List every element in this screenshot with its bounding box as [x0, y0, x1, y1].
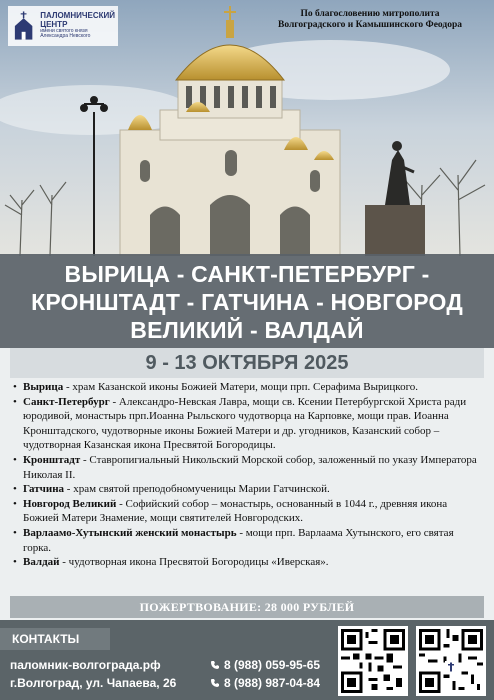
itinerary-description: - Ставропигиальный Никольский Морской собор, заложенный по указу Императора Николая II.	[23, 453, 477, 481]
logo-title-line2: ЦЕНТР	[40, 19, 68, 29]
route-title	[0, 254, 494, 348]
list-item	[12, 497, 482, 526]
itinerary-place: Гатчина	[23, 483, 65, 496]
trip-dates: 9 - 13 ОКТЯБРЯ 2025	[145, 352, 349, 374]
list-item	[12, 555, 482, 570]
itinerary-place: Вырица	[23, 381, 64, 393]
itinerary	[12, 380, 482, 570]
date-banner	[10, 348, 484, 378]
list-item	[12, 526, 482, 555]
blessing-line1: По благословению митрополита	[300, 9, 440, 19]
route-title-line2: КРОНШТАДТ - ГАТЧИНА - НОВГОРОД	[31, 289, 463, 315]
route-title-line1: ВЫРИЦА - САНКТ-ПЕТЕРБУРГ -	[64, 261, 430, 287]
itinerary-description: - Софийский собор – монастырь, основанный в 1044 г., древняя икона Божией Матери Знамение, мощи святителей Новгородских.	[23, 497, 448, 525]
logo-subtitle-line1: имени святого князя	[40, 28, 88, 35]
qr-code-icon	[341, 629, 405, 693]
logo	[8, 6, 118, 46]
qr-code-icon	[419, 629, 483, 693]
phone-icon	[210, 660, 220, 670]
logo-subtitle-line2: Александра Невского	[40, 33, 91, 40]
list-item	[12, 453, 482, 482]
itinerary-description: - чудотворная икона Пресвятой Богородицы «Иверская».	[59, 556, 329, 569]
website-link[interactable]: паломник-волгограда.рф	[10, 658, 161, 672]
itinerary-list	[12, 380, 482, 570]
route-title-line3: ВЕЛИКИЙ - ВАЛДАЙ	[130, 317, 364, 343]
itinerary-place: Санкт-Петербург	[23, 395, 110, 408]
contacts-heading: КОНТАКТЫ	[0, 628, 110, 650]
list-item	[12, 380, 482, 395]
logo-text	[40, 12, 115, 39]
phone-icon	[210, 678, 220, 688]
phone-1[interactable]	[210, 658, 320, 672]
itinerary-description: - мощи прп. Варлаама Хутынского, его святая горка.	[23, 526, 454, 554]
itinerary-description: - храм Казанской иконы Божией Матери, мощи прп. Серафима Вырицкого.	[63, 381, 419, 393]
itinerary-place: Новгород Великий	[23, 497, 117, 510]
logo-title-line1: ПАЛОМНИЧЕСКИЙ	[40, 11, 115, 21]
blessing-text	[260, 9, 480, 31]
itinerary-description: - храм святой преподобномученицы Марии Гатчинской.	[64, 483, 330, 496]
qr-code-website[interactable]	[338, 626, 408, 696]
phone-number-1: 8 (988) 059-95-65	[224, 658, 321, 672]
list-item	[12, 395, 482, 453]
itinerary-place: Кронштадт	[23, 453, 81, 466]
donation-banner: ПОЖЕРТВОВАНИЕ: 28 000 РУБЛЕЙ	[10, 596, 484, 618]
phone-2[interactable]	[210, 676, 320, 690]
church-icon	[11, 10, 36, 42]
address: г.Волгоград, ул. Чапаева, 26	[10, 676, 177, 690]
contacts-footer	[0, 620, 494, 700]
qr-code-contact[interactable]	[416, 626, 486, 696]
itinerary-place: Варлаамо-Хутынский женский монастырь	[23, 526, 237, 539]
hero-photo	[0, 0, 494, 256]
itinerary-description: - Александро-Невская Лавра, мощи св. Ксении Петербургской Христа ради юродивой, монастырь прп.Иоанна Рыльского чудотворца на Карповке, мощи прав. Иоанна Кронштадского, чудотворные иконы Божией Матери и др. угодников, Казанский собор – чудотворная Казанская икона Пресвятой Богородицы.	[23, 395, 467, 452]
phone-number-2: 8 (988) 987-04-84	[224, 676, 321, 690]
blessing-line2: Волгоградского и Камышинского Феодора	[278, 19, 462, 30]
list-item	[12, 482, 482, 497]
itinerary-place: Валдай	[23, 556, 60, 569]
